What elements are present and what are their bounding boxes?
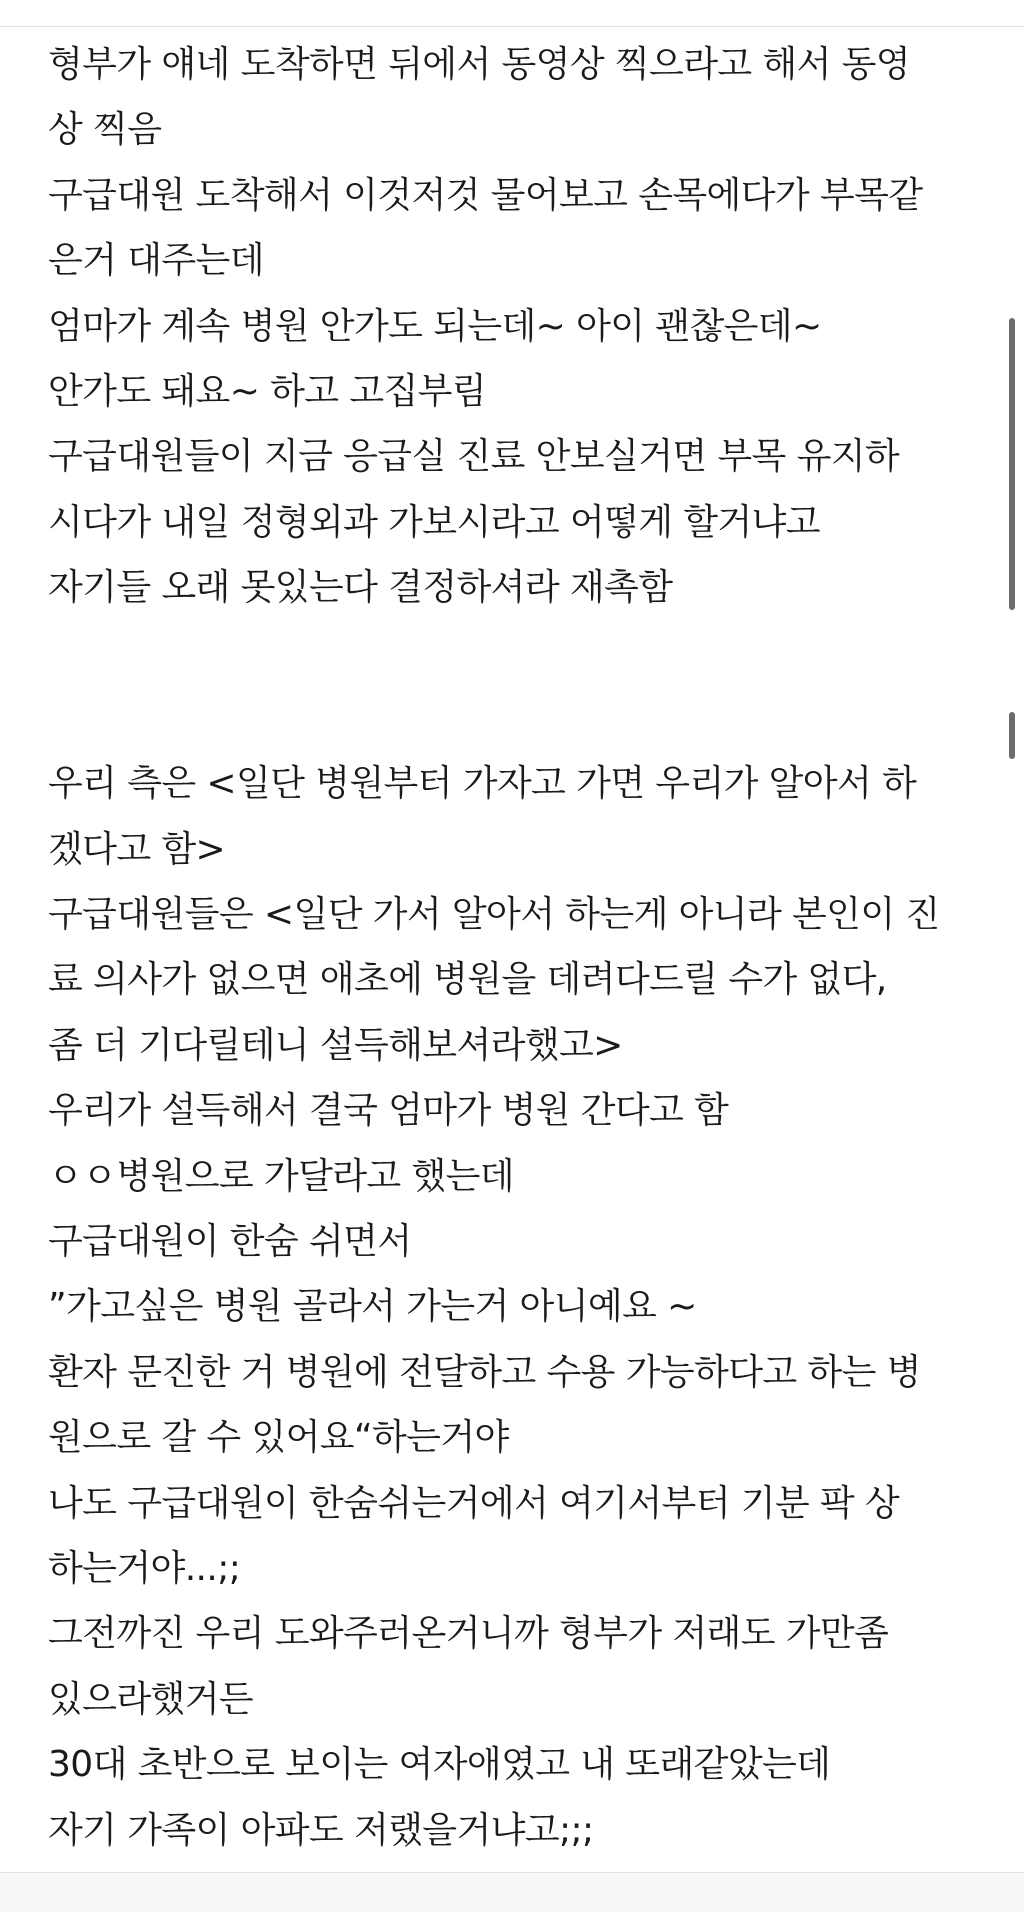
text-line: 30대 초반으로 보이는 여자애였고 내 또래같았는데 — [48, 1744, 831, 1786]
text-line: ㅇㅇ병원으로 가달라고 했는데 — [48, 1155, 514, 1197]
text-line: 우리 측은 <일단 병원부터 가자고 가면 우리가 알아서 하 — [48, 763, 917, 805]
text-line: 환자 문진한 거 병원에 전달하고 수용 가능하다고 하는 병 — [48, 1351, 921, 1393]
text-line: 구급대원들이 지금 응급실 진료 안보실거면 부목 유지하 — [48, 436, 900, 478]
blank-line — [48, 686, 983, 751]
text-line: 구급대원이 한숨 쉬면서 — [48, 1221, 412, 1263]
text-line: 구급대원들은 <일단 가서 알아서 하는게 아니라 본인이 진 — [48, 894, 940, 936]
text-line: 하는거야...;; — [48, 1547, 241, 1589]
text-line: 겠다고 함> — [48, 828, 226, 870]
text-line: 자기 가족이 아파도 저랬을거냐고;;; — [48, 1809, 594, 1851]
blank-line — [48, 621, 983, 686]
text-line: 있으라했거든 — [48, 1678, 254, 1720]
text-line: 나도 구급대원이 한숨쉬는거에서 여기서부터 기분 팍 상 — [48, 1482, 900, 1524]
text-line: 우리가 설득해서 결국 엄마가 병원 간다고 함 — [48, 1090, 729, 1132]
article-body — [48, 32, 983, 1912]
text-line: 료 의사가 없으면 애초에 병원을 데려다드릴 수가 없다, — [48, 959, 887, 1001]
bottom-bar — [0, 1872, 1024, 1912]
text-line: ”가고싶은 병원 골라서 가는거 아니예요 ~ — [48, 1286, 697, 1328]
text-line: 좀 더 기다릴테니 설득해보셔라했고> — [48, 1024, 623, 1066]
top-divider — [0, 26, 1024, 27]
text-line: 상 찍음 — [48, 109, 162, 151]
text-line: 엄마가 계속 병원 안가도 되는데~ 아이 괜찮은데~ — [48, 305, 822, 347]
text-line: 구급대원 도착해서 이것저것 물어보고 손목에다가 부목같 — [48, 174, 923, 216]
text-line: 자기들 오래 못있는다 결정하셔라 재촉함 — [48, 567, 673, 609]
text-line: 은거 대주는데 — [48, 240, 264, 282]
text-line: 형부가 얘네 도착하면 뒤에서 동영상 찍으라고 해서 동영 — [48, 44, 910, 85]
text-line: 시다가 내일 정형외과 가보시라고 어떻게 할거냐고 — [48, 501, 820, 543]
text-line: 안가도 돼요~ 하고 고집부림 — [48, 370, 487, 412]
text-line: 그전까진 우리 도와주러온거니까 형부가 저래도 가만좀 — [48, 1613, 889, 1655]
text-line: 원으로 갈 수 있어요“하는거야 — [48, 1417, 509, 1459]
scrollbar-thumb-secondary[interactable] — [1009, 712, 1015, 759]
scrollbar-thumb[interactable] — [1009, 318, 1015, 610]
